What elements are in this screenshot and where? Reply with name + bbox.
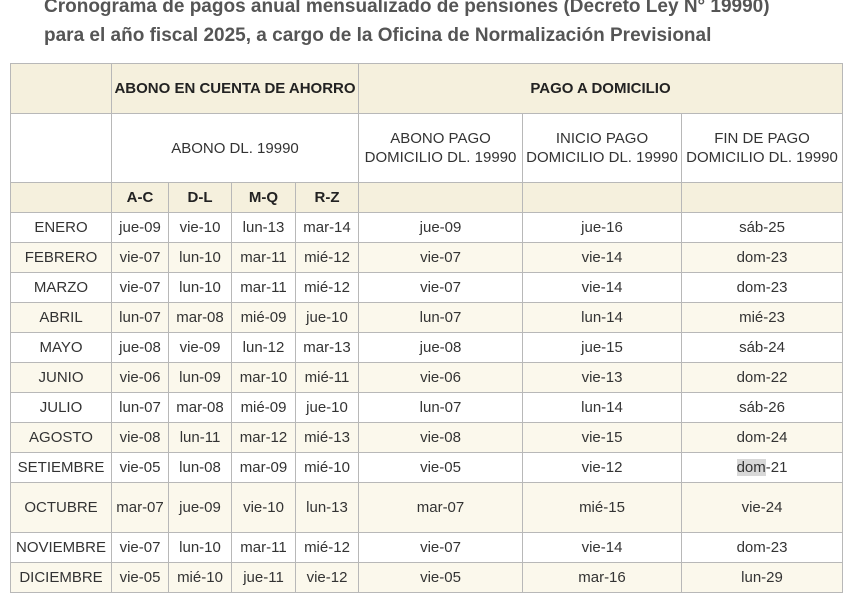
date-cell-dl: lun-09 [169, 363, 232, 393]
date-cell-mq: mar-11 [232, 273, 296, 303]
date-cell-mq: mar-12 [232, 423, 296, 453]
month-cell: NOVIEMBRE [11, 533, 112, 563]
month-cell: JULIO [11, 393, 112, 423]
date-cell-fin: dom-22 [682, 363, 843, 393]
date-cell-inicio: mié-15 [523, 483, 682, 533]
date-cell-ac: vie-06 [112, 363, 169, 393]
table-row [11, 273, 843, 303]
header-letter-mq: M-Q [232, 183, 296, 213]
date-cell-dl: lun-10 [169, 533, 232, 563]
date-cell-abono: lun-07 [359, 303, 523, 333]
page-title [44, 0, 844, 50]
date-cell-abono: vie-06 [359, 363, 523, 393]
date-cell-ac: vie-07 [112, 273, 169, 303]
date-cell-abono: vie-07 [359, 533, 523, 563]
date-cell-dl: vie-10 [169, 213, 232, 243]
date-cell-dl: vie-09 [169, 333, 232, 363]
date-cell-rz: vie-12 [296, 563, 359, 593]
header-letter-rz: R-Z [296, 183, 359, 213]
date-cell-fin: dom-23 [682, 243, 843, 273]
selected-text-highlight[interactable]: dom [736, 459, 766, 476]
date-cell-abono: lun-07 [359, 393, 523, 423]
header-row-subgroups [11, 114, 843, 183]
date-cell-inicio: jue-15 [523, 333, 682, 363]
date-cell-ac: mar-07 [112, 483, 169, 533]
date-cell-abono: mar-07 [359, 483, 523, 533]
header-abono-dl: ABONO DL. 19990 [112, 114, 359, 183]
date-cell-inicio: mar-16 [523, 563, 682, 593]
date-cell-rz: mié-10 [296, 453, 359, 483]
date-cell-dl: lun-08 [169, 453, 232, 483]
date-cell-fin: sáb-26 [682, 393, 843, 423]
date-cell-mq: mar-09 [232, 453, 296, 483]
date-cell-rz: mié-13 [296, 423, 359, 453]
date-cell-ac: lun-07 [112, 303, 169, 333]
date-cell-dl: lun-10 [169, 243, 232, 273]
header-letters-empty-4 [682, 183, 843, 213]
table-row [11, 453, 843, 483]
date-cell-fin: dom-24 [682, 423, 843, 453]
date-cell-ac: lun-07 [112, 393, 169, 423]
month-cell: MAYO [11, 333, 112, 363]
date-cell-mq: vie-10 [232, 483, 296, 533]
table-row [11, 303, 843, 333]
date-cell-mq: mié-09 [232, 393, 296, 423]
month-cell: SETIEMBRE [11, 453, 112, 483]
header-empty-cell [11, 114, 112, 183]
month-cell: MARZO [11, 273, 112, 303]
date-cell-inicio: lun-14 [523, 303, 682, 333]
date-cell-ac: vie-05 [112, 453, 169, 483]
header-letters-empty [11, 183, 112, 213]
date-cell-fin: sáb-25 [682, 213, 843, 243]
date-cell-rz: jue-10 [296, 303, 359, 333]
month-cell: OCTUBRE [11, 483, 112, 533]
date-cell-abono: vie-05 [359, 563, 523, 593]
month-cell: AGOSTO [11, 423, 112, 453]
header-letter-ac: A-C [112, 183, 169, 213]
table-row [11, 393, 843, 423]
table-row [11, 363, 843, 393]
date-cell-inicio: vie-13 [523, 363, 682, 393]
date-cell-fin: dom-23 [682, 533, 843, 563]
date-cell-rz: mié-12 [296, 273, 359, 303]
header-fin-pago-domicilio: FIN DE PAGO DOMICILIO DL. 19990 [682, 114, 843, 183]
title-line-2: para el año fiscal 2025, a cargo de la Oficina de Normalización Previsional [44, 25, 712, 46]
table-row [11, 423, 843, 453]
date-cell-dl: lun-10 [169, 273, 232, 303]
date-cell-fin: lun-29 [682, 563, 843, 593]
header-abono-cuenta: ABONO EN CUENTA DE AHORRO [112, 64, 359, 114]
date-cell-fin: vie-24 [682, 483, 843, 533]
table-row [11, 213, 843, 243]
date-cell-fin: sáb-24 [682, 333, 843, 363]
header-letters-empty-2 [359, 183, 523, 213]
date-cell-rz: mié-11 [296, 363, 359, 393]
date-cell-mq: mar-11 [232, 243, 296, 273]
header-row-groups [11, 64, 843, 114]
header-letters-empty-3 [523, 183, 682, 213]
date-cell-inicio: vie-14 [523, 273, 682, 303]
date-cell-rz: lun-13 [296, 483, 359, 533]
date-cell-inicio: jue-16 [523, 213, 682, 243]
date-cell-abono: vie-07 [359, 273, 523, 303]
date-cell-fin [682, 453, 843, 483]
date-cell-abono: vie-08 [359, 423, 523, 453]
header-abono-pago-domicilio: ABONO PAGO DOMICILIO DL. 19990 [359, 114, 523, 183]
date-cell-dl: mié-10 [169, 563, 232, 593]
date-cell-abono: jue-09 [359, 213, 523, 243]
date-cell-mq: mié-09 [232, 303, 296, 333]
date-cell-inicio: lun-14 [523, 393, 682, 423]
month-cell: JUNIO [11, 363, 112, 393]
month-cell: ABRIL [11, 303, 112, 333]
header-pago-domicilio: PAGO A DOMICILIO [359, 64, 843, 114]
header-corner-cell [11, 64, 112, 114]
date-cell-fin: mié-23 [682, 303, 843, 333]
date-cell-fin: dom-23 [682, 273, 843, 303]
date-cell-dl: mar-08 [169, 393, 232, 423]
table-row [11, 483, 843, 533]
month-cell: ENERO [11, 213, 112, 243]
table-row [11, 533, 843, 563]
date-cell-rz: mié-12 [296, 533, 359, 563]
date-cell-ac: vie-08 [112, 423, 169, 453]
date-cell-abono: vie-05 [359, 453, 523, 483]
title-line-1: Cronograma de pagos anual mensualizado de pensiones (Decreto Ley N° 19990) [44, 0, 770, 17]
date-cell-mq: jue-11 [232, 563, 296, 593]
month-cell: FEBRERO [11, 243, 112, 273]
table-row [11, 333, 843, 363]
date-cell-dl: jue-09 [169, 483, 232, 533]
date-cell-inicio: vie-14 [523, 243, 682, 273]
table-row [11, 563, 843, 593]
date-cell-dl: mar-08 [169, 303, 232, 333]
date-cell-abono: jue-08 [359, 333, 523, 363]
date-cell-ac: vie-05 [112, 563, 169, 593]
month-cell: DICIEMBRE [11, 563, 112, 593]
date-cell-ac: jue-08 [112, 333, 169, 363]
date-cell-rz: mié-12 [296, 243, 359, 273]
date-cell-mq: mar-11 [232, 533, 296, 563]
date-cell-inicio: vie-12 [523, 453, 682, 483]
date-cell-ac: vie-07 [112, 533, 169, 563]
date-cell-ac: vie-07 [112, 243, 169, 273]
date-cell-inicio: vie-15 [523, 423, 682, 453]
date-cell-mq: lun-13 [232, 213, 296, 243]
date-cell-ac: jue-09 [112, 213, 169, 243]
date-cell-abono: vie-07 [359, 243, 523, 273]
payment-schedule-table [10, 63, 843, 593]
date-cell-inicio: vie-14 [523, 533, 682, 563]
date-cell-rz: jue-10 [296, 393, 359, 423]
date-cell-mq: lun-12 [232, 333, 296, 363]
date-cell-dl: lun-11 [169, 423, 232, 453]
date-cell-fin-rest: -21 [765, 459, 788, 476]
date-cell-mq: mar-10 [232, 363, 296, 393]
date-cell-rz: mar-13 [296, 333, 359, 363]
header-letter-dl: D-L [169, 183, 232, 213]
date-cell-rz: mar-14 [296, 213, 359, 243]
header-row-letters [11, 183, 843, 213]
table-row [11, 243, 843, 273]
header-inicio-pago-domicilio: INICIO PAGO DOMICILIO DL. 19990 [523, 114, 682, 183]
